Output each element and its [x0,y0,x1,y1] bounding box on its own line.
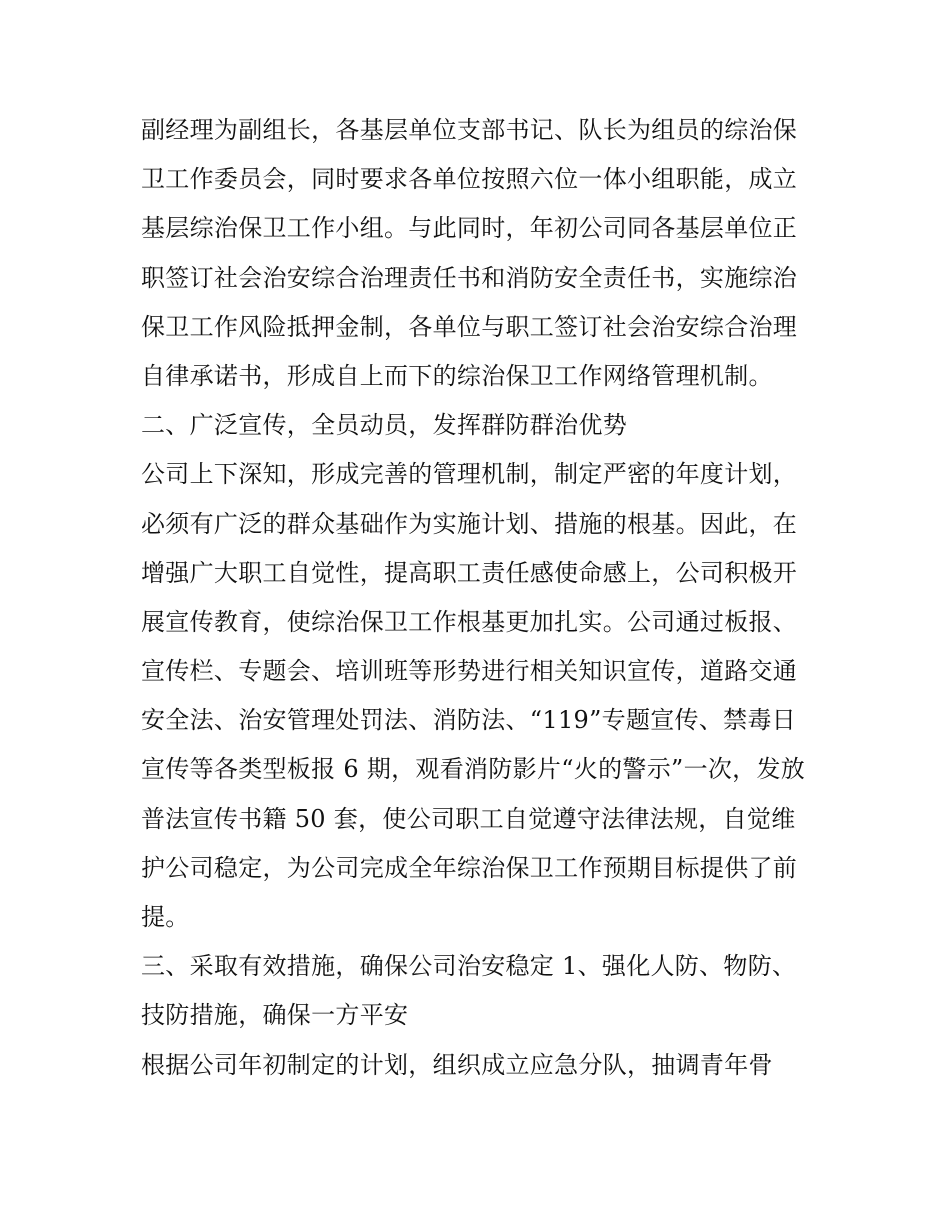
section-heading: 二、广泛宣传，全员动员，发挥群防群治优势 [141,411,627,440]
text-line: 普法宣传书籍 50 套，使公司职工自觉遵守法律法规，自觉维 [141,804,796,833]
text-line: 展宣传教育，使综治保卫工作根基更加扎实。公司通过板报、 [141,607,798,636]
text-line: 基层综治保卫工作小组。与此同时，年初公司同各基层单位正 [141,214,798,243]
text-line: 必须有广泛的群众基础作为实施计划、措施的根基。因此，在 [141,509,798,538]
text-line: 提。 [141,903,190,931]
text-line: 公司上下深知，形成完善的管理机制，制定严密的年度计划， [141,460,798,489]
text-line: 根据公司年初制定的计划，组织成立应急分队，抽调青年骨 [141,1050,773,1079]
section-heading: 技防措施，确保一方平安 [141,1001,409,1030]
text-line: 宣传栏、专题会、培训班等形势进行相关知识宣传，道路交通 [141,657,798,686]
text-line: 职签订社会治安综合治理责任书和消防安全责任书，实施综治 [141,263,798,292]
text-line: 宣传等各类型板报 6 期，观看消防影片“火的警示”一次，发放 [141,755,806,784]
text-line: 自律承诺书，形成自上而下的综治保卫工作网络管理机制。 [141,361,773,390]
text-line: 保卫工作风险抵押金制，各单位与职工签订社会治安综合治理 [141,312,798,341]
document-body [141,106,821,1090]
text-line: 增强广大职工自觉性，提高职工责任感使命感上，公司积极开 [141,558,798,587]
text-line: 护公司稳定，为公司完成全年综治保卫工作预期目标提供了前 [141,853,798,882]
text-line: 副经理为副组长，各基层单位支部书记、队长为组员的综治保 [141,116,798,144]
section-heading: 三、采取有效措施，确保公司治安稳定 1、强化人防、物防、 [141,952,797,981]
text-line: 安全法、治安管理处罚法、消防法、“119”专题宣传、禁毒日 [141,706,797,735]
text-line: 卫工作委员会，同时要求各单位按照六位一体小组职能，成立 [141,165,798,194]
